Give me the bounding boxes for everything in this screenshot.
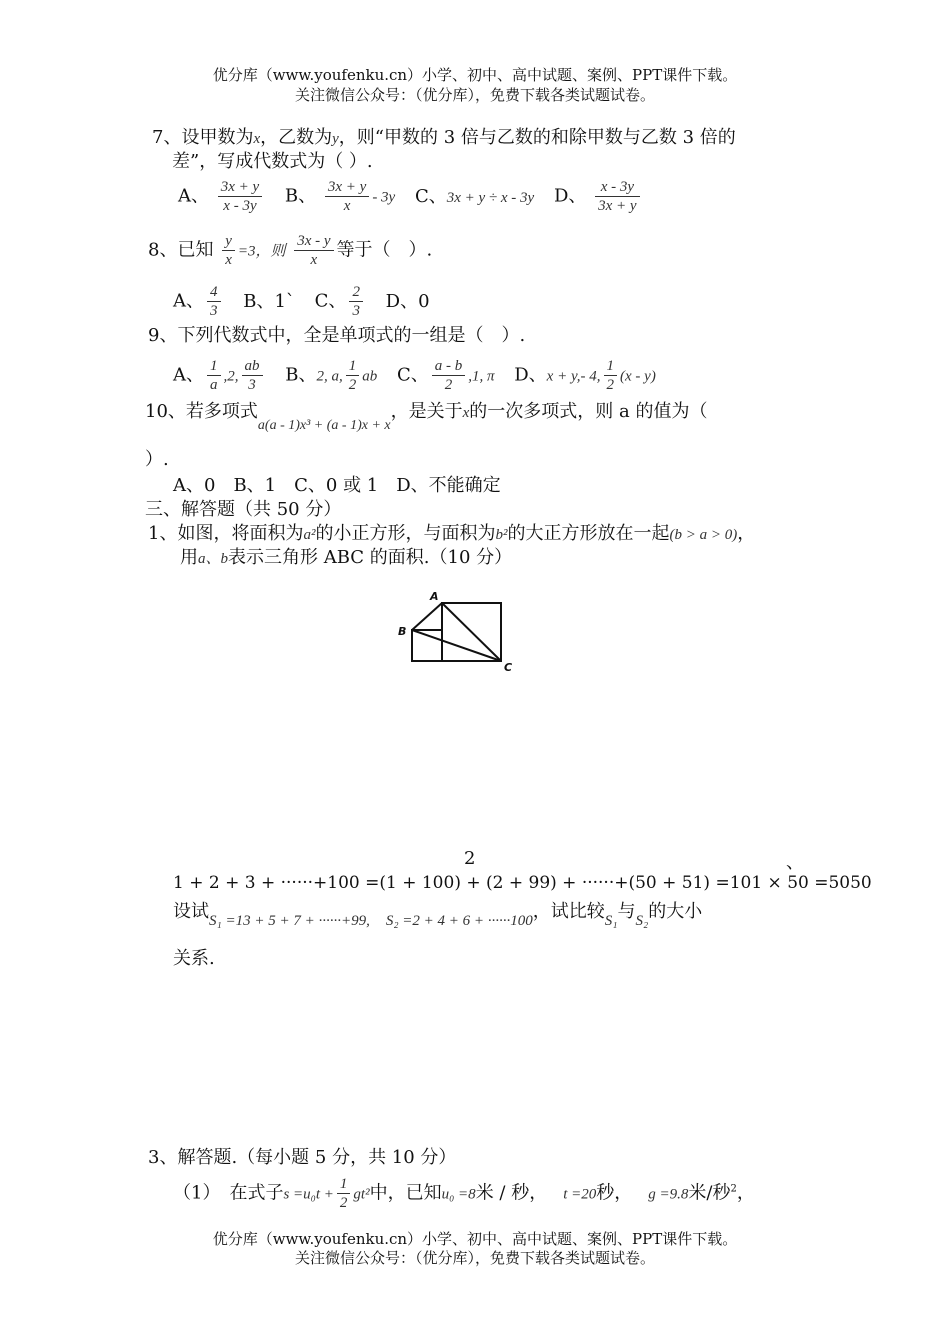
q7-text-a: 7、设甲数为	[152, 127, 254, 148]
q2-equation: 1 + 2 + 3 + ······+100 =(1 + 100) + (2 + 99) + ······+(50 + 51) =101 × 50 =5050	[173, 873, 872, 893]
q7-stem-line1	[152, 126, 736, 151]
fraction-numerator: 1	[604, 357, 618, 376]
q2-text-yu: 与	[617, 901, 636, 922]
q3-title: 3、解答题.（每小题 5 分，共 10 分）	[148, 1147, 457, 1168]
fraction-denominator: x	[225, 252, 232, 268]
fraction-numerator: y	[222, 232, 235, 251]
footer-line-1: 优分库（www.youfenku.cn）小学、初中、高中试题、案例、PPT课件下载。	[212, 1230, 738, 1248]
q10-stem	[145, 400, 708, 433]
q7-option-a-label: A、	[178, 185, 209, 207]
fraction-denominator: 3	[248, 377, 256, 393]
q7-option-b-tail: - 3y	[372, 189, 396, 206]
s3-p1-text-e: 用	[180, 547, 198, 568]
q8-option-a-fraction	[207, 283, 221, 320]
q8-options	[173, 283, 444, 320]
label-a: A	[430, 590, 439, 603]
fraction-numerator: 3x + y	[218, 178, 262, 197]
q3-sub1-text-b: 中，已知	[369, 1182, 442, 1204]
q7-option-b-label: B、	[284, 185, 317, 207]
s3-p1-text-f: 表示三角形 ABC 的面积.（10 分）	[228, 547, 513, 568]
q8-option-c-label: C、	[314, 290, 347, 312]
q3-unit-2: 秒，	[596, 1182, 633, 1204]
q10-prefix: 10、若多项式	[145, 401, 258, 422]
q2-text-a: 设试	[173, 901, 209, 922]
q9-option-a-label: A、	[173, 364, 204, 386]
q7-option-a-fraction	[218, 178, 262, 215]
q7-option-b-fraction	[325, 178, 369, 215]
q3-unit-3-sup: 2	[730, 1183, 737, 1195]
q8-option-a	[173, 283, 224, 320]
fraction-denominator: 3x + y	[598, 198, 637, 214]
q9-option-c-label: C、	[396, 364, 429, 386]
q7-option-a	[178, 178, 265, 215]
fraction-denominator: 3	[352, 303, 360, 319]
fraction-denominator: a	[210, 377, 218, 393]
q9-option-b-post: ab	[362, 368, 378, 385]
footer-line-2: 关注微信公众号：（优分库），免费下载各类试题试卷。	[294, 1249, 655, 1267]
q7-text-b: ，乙数为	[260, 127, 333, 148]
q3-t: t =20	[563, 1186, 597, 1203]
q8-option-c-fraction	[349, 283, 363, 320]
segment-bc	[412, 630, 501, 661]
fraction-numerator: 1	[337, 1175, 351, 1194]
q9-option-a	[173, 357, 266, 394]
q10-var: x	[462, 405, 470, 421]
q8-option-d: D、0	[385, 290, 430, 312]
q9-option-b-label: B、	[285, 364, 317, 386]
fraction-numerator: a - b	[432, 357, 466, 376]
q8-expression-fraction	[294, 232, 333, 269]
q3-u0: u₀ =8	[441, 1186, 476, 1203]
q2-text-b: ，试比较	[532, 901, 605, 922]
fraction-numerator: 2	[349, 283, 363, 302]
q2-number: 2	[464, 848, 476, 869]
s3-p1-text-a: 1、如图，将面积为	[148, 523, 304, 544]
q3-formula-post: gt²	[353, 1186, 370, 1203]
q9-options	[173, 357, 670, 394]
q9-option-b	[285, 357, 377, 394]
fraction	[346, 357, 360, 394]
fraction-denominator: 2	[444, 377, 453, 393]
q10-mid: ，是关于	[390, 401, 463, 422]
q10-options: A、0 B、1 C、0 或 1 D、不能确定	[173, 475, 501, 496]
q3-formula-fraction	[337, 1175, 351, 1212]
fraction-denominator: 2	[606, 377, 615, 393]
q8-option-c	[315, 283, 366, 320]
q8-option-b: B、1`	[243, 290, 295, 312]
s3-p1-condition: (b > a > 0)	[669, 527, 738, 543]
q8-condition-tail: =3，则	[237, 243, 286, 260]
squares-triangle-figure	[392, 585, 532, 685]
fraction-denominator: 2	[339, 1195, 348, 1211]
s3-p1-text-d: ，	[737, 523, 756, 544]
fraction	[432, 357, 466, 394]
q9-option-b-pre: 2, a,	[316, 368, 343, 385]
fraction-numerator: 3x - y	[294, 232, 333, 251]
q7-var-x: x	[253, 131, 261, 147]
q8-prefix: 8、已知	[148, 239, 214, 261]
q7-option-c-label: C、	[414, 185, 447, 207]
fraction-numerator: 1	[346, 357, 360, 376]
s3-p1-b-squared: b²	[495, 527, 508, 543]
q3-g: g =9.8	[648, 1186, 689, 1203]
s3-p1-line2	[180, 546, 512, 571]
q9-option-d-label: D、	[514, 364, 547, 386]
q10-polynomial: a(a - 1)x³ + (a - 1)x + x	[257, 418, 391, 433]
q9-option-a-mid: ,2,	[223, 368, 239, 385]
q7-stem-line2: 差”，写成代数式为（ ）.	[172, 151, 373, 172]
fraction-numerator: 4	[207, 283, 221, 302]
q9-option-c-post: ,1, π	[468, 368, 495, 385]
fraction	[207, 357, 221, 394]
q9-option-d-pre: x + y,- 4,	[546, 368, 601, 385]
fraction-denominator: 2	[348, 377, 357, 393]
segment-ab	[412, 603, 442, 630]
header-line-1: 优分库（www.youfenku.cn）小学、初中、高中试题、案例、PPT课件下载。	[212, 66, 738, 84]
q8-suffix: 等于（ ）.	[336, 239, 433, 261]
q3-end: ，	[736, 1182, 755, 1204]
q8-stem	[148, 232, 432, 269]
q8-option-a-label: A、	[173, 290, 204, 312]
label-b: B	[398, 625, 407, 638]
s3-p1-text-b: 的小正方形，与面积为	[315, 523, 496, 544]
q10-stem-line2: ）.	[145, 449, 169, 470]
fraction-numerator: x - 3y	[595, 178, 639, 197]
q7-text-c: ，则“甲数的 3 倍与乙数的和除甲数与乙数 3 倍的	[338, 127, 736, 148]
q2-line3: 关系.	[173, 948, 215, 969]
q3-formula-pre: s =u₀t +	[283, 1186, 334, 1203]
q8-condition-fraction	[222, 232, 235, 269]
q7-option-b	[285, 178, 395, 215]
s3-p1-text-c: 的大正方形放在一起	[507, 523, 670, 544]
fraction-numerator: 1	[207, 357, 221, 376]
q2-dun: 、	[786, 852, 804, 873]
q7-option-c	[415, 185, 534, 210]
q9-stem: 9、下列代数式中，全是单项式的一组是（ ）.	[148, 325, 526, 346]
fraction	[604, 357, 618, 394]
s3-p1-ab: a、b	[198, 551, 229, 567]
q7-option-d-fraction	[595, 178, 639, 215]
fraction-numerator: 3x + y	[325, 178, 369, 197]
fraction-denominator: x - 3y	[223, 198, 257, 214]
s3-p1-line1	[148, 522, 755, 547]
section-title: 三、解答题（共 50 分）	[145, 499, 342, 520]
q3-sub1-text-a: （1） 在式子	[173, 1182, 284, 1204]
q9-option-d	[514, 357, 656, 394]
q7-option-c-expr: 3x + y ÷ x - 3y	[446, 189, 535, 206]
fraction	[242, 357, 263, 394]
q7-option-d	[554, 178, 643, 215]
segment-ac	[442, 603, 501, 661]
q7-var-y: y	[332, 131, 339, 147]
q2-s1-expression: S₁ =13 + 5 + 7 + ······+99,	[209, 913, 370, 929]
s3-p1-a-squared: a²	[303, 527, 316, 543]
q7-options	[178, 178, 657, 215]
q9-option-d-post: (x - y)	[620, 368, 656, 385]
q2-s2-expression: S₂ =2 + 4 + 6 + ······100	[385, 913, 533, 929]
q10-suffix: 的一次多项式，则 a 的值为（	[469, 401, 708, 422]
q3-unit-1: 米 / 秒，	[475, 1182, 548, 1204]
fraction-denominator: x	[343, 198, 351, 214]
q2-s2-var: S₂	[635, 913, 649, 929]
q2-s1-var: S₁	[604, 913, 618, 929]
q9-option-c	[397, 357, 495, 394]
fraction-denominator: 3	[210, 303, 218, 319]
q7-option-d-label: D、	[553, 185, 587, 207]
q3-unit-3: 米/秒	[688, 1182, 731, 1204]
q2-text-c: 的大小	[648, 901, 703, 922]
label-c: C	[504, 661, 513, 674]
fraction-denominator: x	[310, 252, 318, 268]
q3-sub1	[173, 1175, 755, 1212]
header-line-2: 关注微信公众号：（优分库），免费下载各类试题试卷。	[294, 86, 655, 104]
fraction-numerator: ab	[242, 357, 263, 376]
q2-line2	[173, 900, 703, 929]
